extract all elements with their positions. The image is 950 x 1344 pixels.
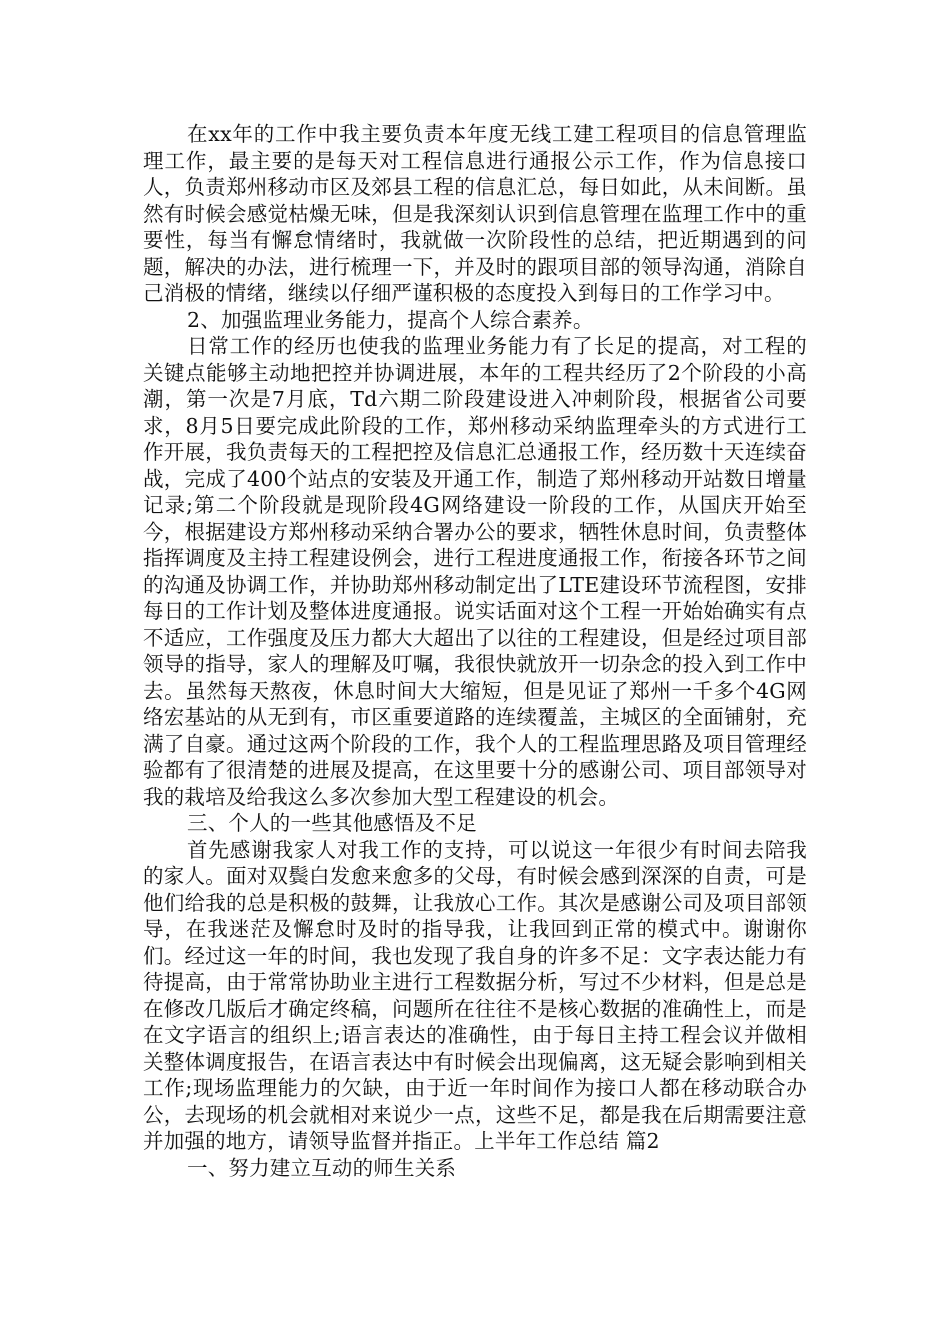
- document-page: [143, 121, 807, 1181]
- heading-teacher-student-relationship: 一、努力建立互动的师生关系: [187, 1155, 457, 1180]
- paragraph-info-management: 在xx年的工作中我主要负责本年度无线工建工程项目的信息管理监理工作，最主要的是每天对工程信息进行通报公示工作，作为信息接口人，负责郑州移动市区及郊县工程的信息汇总，每日如此，从未间断。虽然有时候会感觉枯燥无味，但是我深刻认识到信息管理在监理工作中的重要性，每当有懈怠情绪时，我就做一次阶段性的总结，把近期遇到的问题，解决的办法，进行梳理一下，并及时的跟项目部的领导沟通，消除自己消极的情绪，继续以仔细严谨积极的态度投入到每日的工作学习中。: [143, 122, 807, 305]
- heading-personal-reflections: 三、个人的一些其他感悟及不足: [187, 811, 477, 835]
- paragraph-thanks-and-shortcomings: 首先感谢我家人对我工作的支持，可以说这一年很少有时间去陪我的家人。面对双鬓白发愈来愈多的父母，有时候会感到深深的自责，可是他们给我的总是积极的鼓舞，让我放心工作。其次是感谢公司及项目部领导，在我迷茫及懈怠时及时的指导我，让我回到正常的模式中。谢谢你们。经过这一年的时间，我也发现了我自身的许多不足：文字表达能力有待提高，由于常常协助业主进行工程数据分析，写过不少材料，但是总是在修改几版后才确定终稿，问题所在往往不是核心数据的准确性上，而是在文字语言的组织上;语言表达的准确性，由于每日主持工程会议并做相关整体调度报告，在语言表达中有时候会出现偏离，这无疑会影响到相关工作;现场监理能力的欠缺，由于近一年时间作为接口人都在移动联合办公，去现场的机会就相对来说少一点，这些不足，都是我在后期需要注意并加强的地方，请领导监督并指正。上半年工作总结 篇2: [143, 837, 807, 1153]
- paragraph-daily-work-experience: 日常工作的经历也使我的监理业务能力有了长足的提高，对工程的关键点能够主动地把控并协调进展，本年的工程共经历了2个阶段的小高潮，第一次是7月底，Td六期二阶段建设进入冲刺阶段，根据省公司要求，8月5日要完成此阶段的工作，郑州移动采纳监理牵头的方式进行工作开展，我负责每天的工程把控及信息汇总通报工作，经历数十天连续奋战，完成了400个站点的安装及开通工作，制造了郑州移动开站数日增量记录;第二个阶段就是现阶段4G网络建设一阶段的工作，从国庆开始至今，根据建设方郑州移动采纳合署办公的要求，牺牲休息时间，负责整体指挥调度及主持工程建设例会，进行工程进度通报工作，衔接各环节之间的沟通及协调工作，并协助郑州移动制定出了LTE建设环节流程图，安排每日的工作计划及整体进度通报。说实话面对这个工程一开始始确实有点不适应，工作强度及压力都大大超出了以往的工程建设，但是经过项目部领导的指导，家人的理解及叮嘱，我很快就放开一切杂念的投入到工作中去。虽然每天熬夜，休息时间大大缩短，但是见证了郑州一千多个4G网络宏基站的从无到有，市区重要道路的连续覆盖，主城区的全面铺射，充满了自豪。通过这两个阶段的工作，我个人的工程监理思路及项目管理经验都有了很清楚的进展及提高，在这里要十分的感谢公司、项目部领导对我的栽培及给我这么多次参加大型工程建设的机会。: [143, 334, 807, 809]
- heading-supervision-ability: 2、加强监理业务能力，提高个人综合素养。: [187, 307, 594, 332]
